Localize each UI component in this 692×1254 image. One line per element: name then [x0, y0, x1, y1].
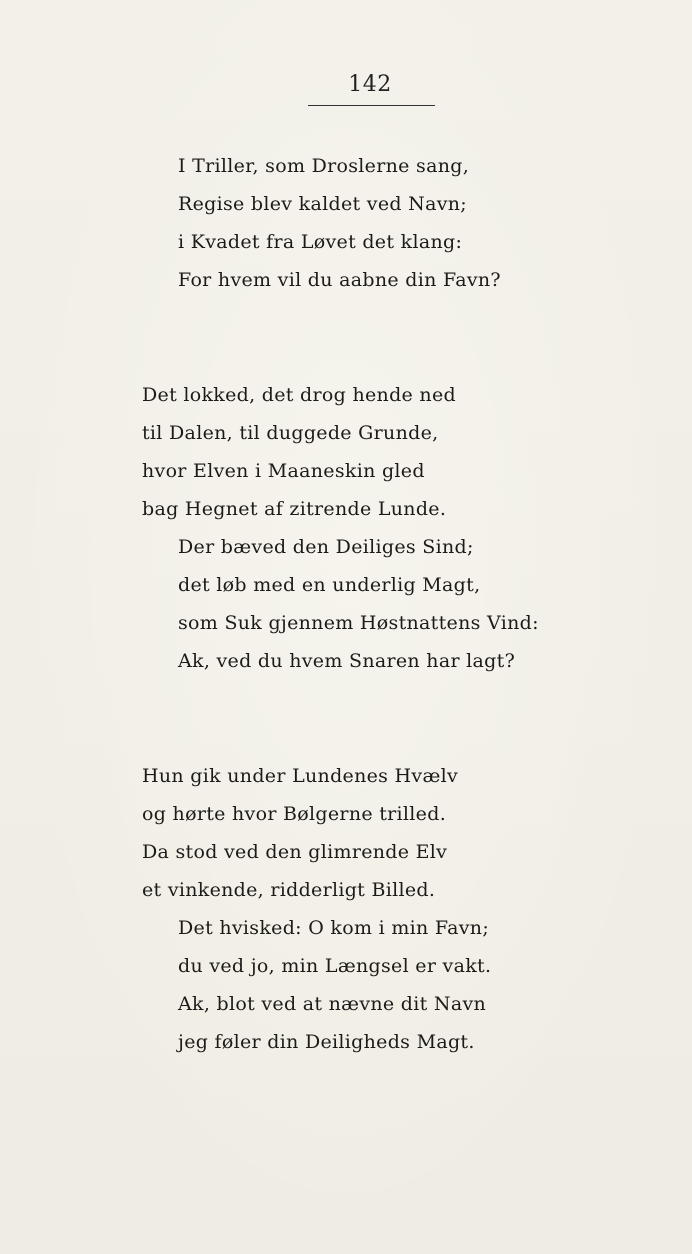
verse-line: Regise blev kaldet ved Navn;	[178, 193, 467, 215]
verse-line: hvor Elven i Maaneskin gled	[142, 460, 425, 482]
verse-line: Det hvisked: O kom i min Favn;	[178, 917, 490, 939]
verse-line: og hørte hvor Bølgerne trilled.	[142, 803, 447, 825]
verse-line: Ak, blot ved at nævne dit Navn	[178, 993, 487, 1015]
page-number: 142	[348, 72, 392, 97]
verse-line: bag Hegnet af zitrende Lunde.	[142, 498, 447, 520]
verse-line: Ak, ved du hvem Snaren har lagt?	[178, 650, 516, 672]
verse-line: du ved jo, min Længsel er vakt.	[178, 955, 492, 977]
verse-line: I Triller, som Droslerne sang,	[178, 155, 470, 177]
verse-line: et vinkende, ridderligt Billed.	[142, 879, 436, 901]
header-rule	[308, 105, 435, 106]
verse-line: Det lokked, det drog hende ned	[142, 384, 456, 406]
verse-line: Hun gik under Lundenes Hvælv	[142, 765, 459, 787]
verse-line: til Dalen, til duggede Grunde,	[142, 422, 439, 444]
verse-line: det løb med en underlig Magt,	[178, 574, 481, 596]
verse-line: som Suk gjennem Høstnattens Vind:	[178, 612, 539, 634]
verse-line: Der bæved den Deiliges Sind;	[178, 536, 474, 558]
verse-line: jeg føler din Deiligheds Magt.	[178, 1031, 475, 1053]
verse-line: Da stod ved den glimrende Elv	[142, 841, 448, 863]
verse-line: i Kvadet fra Løvet det klang:	[178, 231, 463, 253]
verse-line: For hvem vil du aabne din Favn?	[178, 269, 501, 291]
